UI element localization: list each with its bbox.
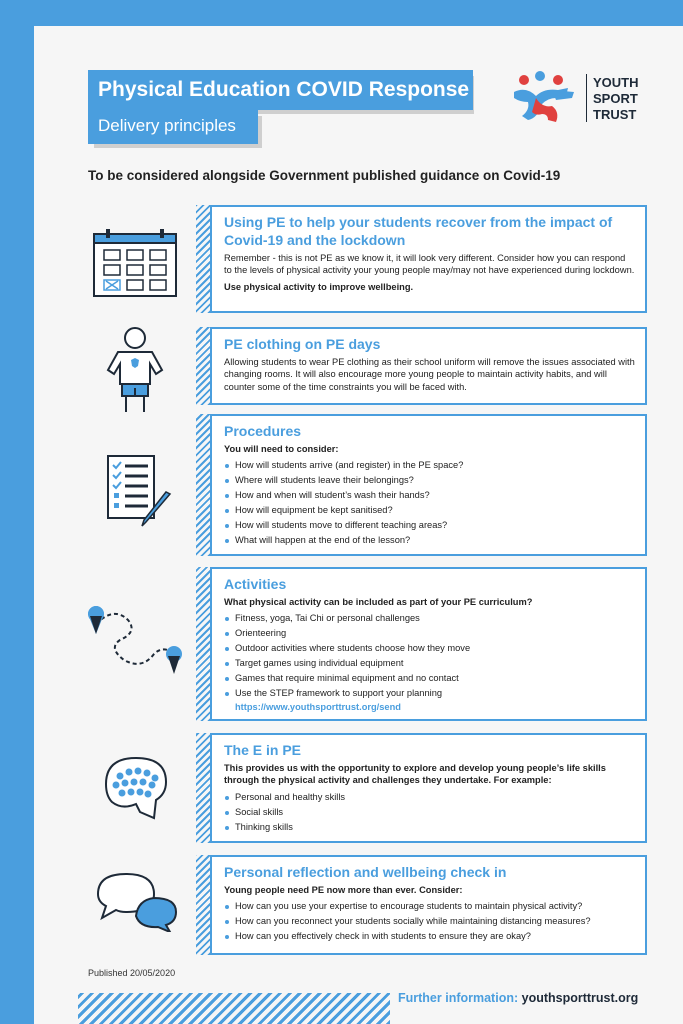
checklist-icon [104,452,174,532]
section-hatch [196,414,210,556]
section-box [210,414,647,556]
section-box [210,733,647,843]
section-procedures [196,414,647,556]
section-activities [196,567,647,721]
section-hatch [196,327,210,405]
section-hatch [196,205,210,313]
section-box [210,327,647,405]
section-title: Personal reflection and wellbeing check in [224,864,507,880]
list-item: Outdoor activities where students choose how they move [224,641,635,656]
list-item: Orienteering [224,626,635,641]
student-pe-kit-icon [104,326,166,414]
route-pins-icon [84,606,188,676]
section-hatch [196,567,210,721]
list-item: How can you reconnect your students socially while maintaining distancing measures? [224,914,635,929]
list-item: Target games using individual equipment [224,656,635,671]
logo-wordmark [593,75,639,123]
list-item: What will happen at the end of the lesson? [224,533,635,548]
section-lead: This provides us with the opportunity to explore and develop young people’s life skills through the physical activity and challenges they undertake. For example: [224,763,606,786]
calendar-icon [92,228,178,298]
section-title: The E in PE [224,742,302,758]
section-list [224,611,635,701]
section-text: Allowing students to wear PE clothing as their school uniform will remove the issues associated with changing rooms. It will also encourage more young people to maintain activity habits, and will counter some of the time constraints you will be faced with. [224,357,635,392]
section-lead: You will need to consider: [224,444,339,454]
section-lead: What physical activity can be included as part of your PE curriculum? [224,597,533,607]
section-list [224,899,635,944]
section-reflection [196,855,647,955]
section-hatch [196,733,210,843]
logo-line-sport: SPORT [593,91,638,106]
page-subtitle: Delivery principles [88,110,258,144]
section-pe-clothing [196,327,647,405]
further-information [398,991,638,1005]
list-item: Where will students leave their belongings? [224,473,635,488]
section-box [210,855,647,955]
speech-bubbles-icon [96,870,180,932]
section-title: PE clothing on PE days [224,336,381,352]
logo-divider [586,74,587,122]
list-item: Fitness, yoga, Tai Chi or personal challenges [224,611,635,626]
section-lead: Young people need PE now more than ever. Consider: [224,885,463,895]
further-site-link[interactable]: youthsporttrust.org [521,991,639,1005]
logo-line-youth: YOUTH [593,75,639,90]
section-list [224,790,635,835]
list-item: Thinking skills [224,820,635,835]
section-e-in-pe [196,733,647,843]
list-item: Social skills [224,805,635,820]
section-title: Activities [224,576,287,592]
thinking-head-icon [98,754,172,822]
section-emphasis: Use physical activity to improve wellbeing. [224,281,414,292]
list-item: How can you effectively check in with students to ensure they are okay? [224,929,635,944]
list-item: Games that require minimal equipment and no contact [224,671,635,686]
section-title: Procedures [224,423,302,439]
page-title: Physical Education COVID Response [88,70,473,110]
logo-line-trust: TRUST [593,107,637,122]
list-item: Personal and healthy skills [224,790,635,805]
list-item: How will students arrive (and register) in the PE space? [224,458,635,473]
section-box [210,205,647,313]
list-item: Use the STEP framework to support your planning [224,686,635,701]
section-box [210,567,647,721]
section-title: Using PE to help your students recover from the impact of Covid-19 and the lockdown [224,214,613,248]
section-text: Remember - this is not PE as we know it, it will look very different. Consider how you can respond to the levels of physical activity your young people may/may not have experienced during lockdown. [224,253,635,276]
footer-hatch [78,993,390,1024]
list-item: How and when will student’s wash their hands? [224,488,635,503]
list-item: How will equipment be kept sanitised? [224,503,635,518]
list-item: How can you use your expertise to encourage students to maintain physical activity? [224,899,635,914]
section-recovery [196,205,647,313]
section-list [224,458,635,548]
section-hatch [196,855,210,955]
step-framework-link[interactable]: https://www.youthsporttrust.org/send [235,702,401,713]
published-date: Published 20/05/2020 [88,968,176,978]
further-label: Further information: [398,991,519,1005]
intro-text: To be considered alongside Government published guidance on Covid-19 [88,168,561,183]
list-item: How will students move to different teaching areas? [224,518,635,533]
